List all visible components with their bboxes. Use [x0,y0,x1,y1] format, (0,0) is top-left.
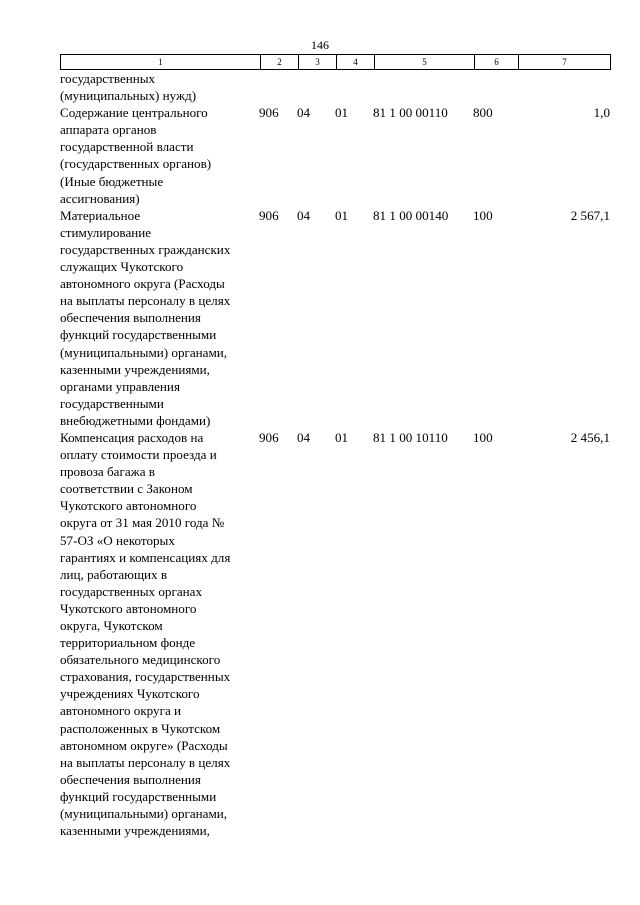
row-description [60,207,262,429]
amount: 2 567,1 [570,207,610,223]
expense-type-code: 100 [473,429,493,445]
description-line: казенными учреждениями, [60,361,210,377]
department-code: 906 [259,429,279,445]
description-line: автономном округе» (Расходы [60,737,228,753]
description-line: служащих Чукотского [60,259,184,275]
description-line: аппарата органов [60,122,157,138]
description-line: (муниципальных) нужд) [60,88,197,104]
description-line: государственных [60,71,156,86]
description-line: обеспечения выполнения [60,771,201,787]
description-line: органами управления [60,378,180,394]
column-header-3: 3 [299,55,337,70]
column-header-table [60,54,611,70]
description-line: внебюджетными фондами) [60,412,211,428]
subsection-code: 01 [335,429,349,445]
row-description [60,104,262,207]
description-line: (Иные бюджетные [60,173,164,189]
description-line: (муниципальными) органами, [60,344,228,360]
description-line: стимулирование [60,224,152,240]
description-line: функций государственными [60,327,217,343]
column-header-5: 5 [375,55,475,70]
description-line: лиц, работающих в [60,566,168,582]
amount: 2 456,1 [570,429,610,445]
description-line: обязательного медицинского [60,652,221,668]
budget-table-body [60,70,610,839]
description-line: государственными [60,395,164,411]
description-line: функций государственными [60,788,217,804]
description-line: государственной власти [60,139,194,155]
department-code: 906 [259,207,279,223]
description-line: Компенсация расходов на [60,429,204,445]
description-line: государственных органах [60,583,203,599]
column-header-row [61,55,611,70]
target-item-code: 81 1 00 00140 [373,207,449,223]
description-line: казенными учреждениями, [60,823,210,839]
description-line: автономного округа и [60,703,182,719]
description-line: автономного округа (Расходы [60,276,225,292]
row-description [60,429,262,839]
description-line: (муниципальными) органами, [60,806,228,822]
description-line: гарантиях и компенсациях для [60,549,231,565]
target-item-code: 81 1 00 00110 [373,105,448,121]
description-line: ассигнования) [60,190,140,206]
column-header-1: 1 [61,55,261,70]
description-line: (государственных органов) [60,156,212,172]
section-code: 04 [297,207,311,223]
description-line: расположенных в Чукотском [60,720,221,736]
table-row [60,70,610,104]
section-code: 04 [297,105,311,121]
description-line: на выплаты персоналу в целях [60,293,231,309]
subsection-code: 01 [335,105,349,121]
description-line: государственных гражданских [60,241,231,257]
amount: 1,0 [593,105,610,121]
column-header-4: 4 [337,55,375,70]
table-row [60,207,610,429]
description-line: округа, Чукотском [60,618,163,633]
description-line: территориальном фонде [60,635,196,651]
section-code: 04 [297,429,311,445]
target-item-code: 81 1 00 10110 [373,429,448,445]
page-number: 146 [311,38,329,52]
description-line: Материальное [60,207,141,223]
table-row [60,429,610,839]
column-header-2: 2 [261,55,299,70]
description-line: провоза багажа в [60,464,155,480]
subsection-code: 01 [335,207,349,223]
column-header-6: 6 [475,55,519,70]
department-code: 906 [259,105,279,121]
table-row [60,104,610,207]
description-line: Чукотского автономного [60,600,197,616]
expense-type-code: 100 [473,207,493,223]
description-line: округа от 31 мая 2010 года № [60,515,225,531]
description-line: оплату стоимости проезда и [60,447,217,463]
description-line: страхования, государственных [60,669,231,685]
description-line: соответствии с Законом [60,481,193,497]
description-line: на выплаты персоналу в целях [60,754,231,770]
description-line: Содержание центрального [60,105,208,121]
row-description [60,70,262,104]
description-line: учреждениях Чукотского [60,686,200,702]
description-line: обеспечения выполнения [60,310,201,326]
description-line: Чукотского автономного [60,498,197,514]
expense-type-code: 800 [473,105,493,121]
description-line: 57-ОЗ «О некоторых [60,532,175,548]
column-header-7: 7 [519,55,611,70]
